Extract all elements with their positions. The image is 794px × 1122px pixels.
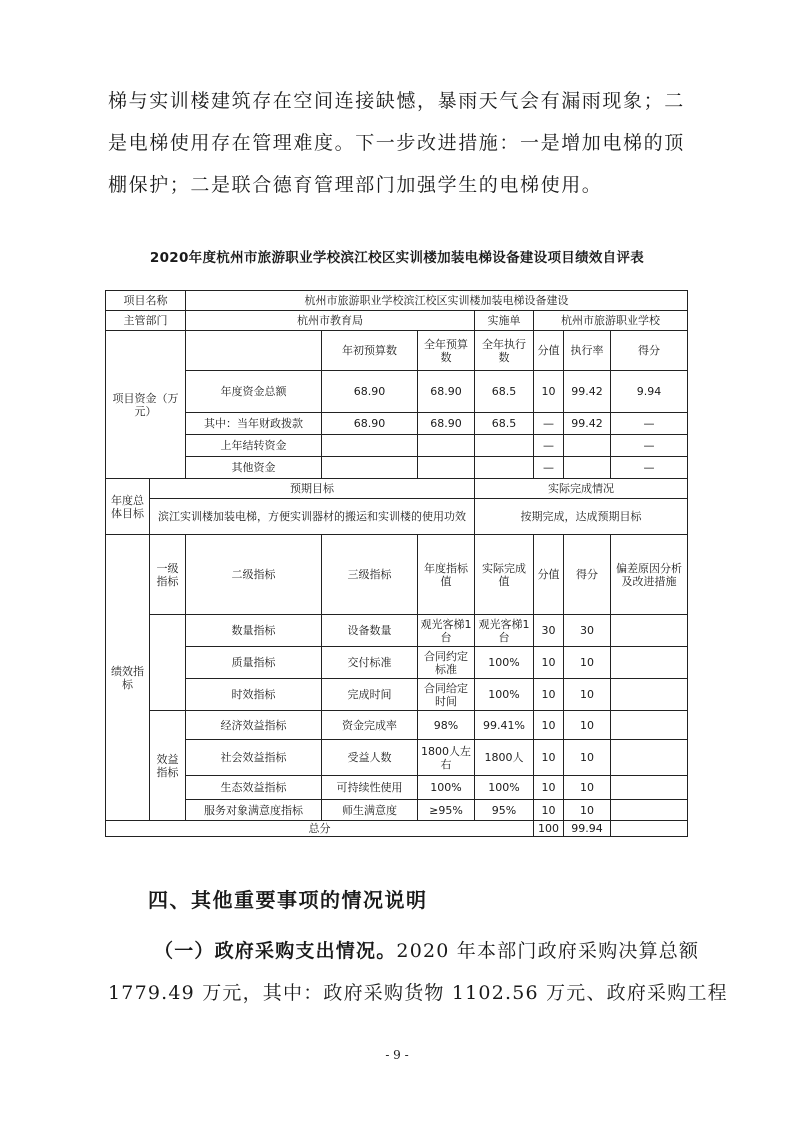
- table-row: [106, 711, 688, 740]
- funds-header-cell: 执行率: [564, 331, 611, 371]
- perf-cell: 资金完成率: [322, 711, 418, 740]
- funds-cell: [322, 457, 418, 479]
- perf-cell: 经济效益指标: [186, 711, 322, 740]
- perf-cell: [611, 711, 688, 740]
- funds-cell: —: [611, 413, 688, 435]
- perf-cell: 99.41%: [475, 711, 534, 740]
- perf-cell: 质量指标: [186, 647, 322, 679]
- project-name-label: 项目名称: [106, 291, 186, 311]
- table-row: [106, 647, 688, 679]
- perf-cell: 10: [564, 711, 611, 740]
- goal-expected-label: 预期目标: [150, 479, 475, 499]
- funds-cell: [475, 457, 534, 479]
- table-row: [106, 535, 688, 615]
- funds-cell: 9.94: [611, 371, 688, 413]
- procurement-paragraph: [108, 930, 728, 1014]
- perf-cell: 受益人数: [322, 740, 418, 776]
- section-4-heading: 四、其他重要事项的情况说明: [148, 888, 428, 912]
- table-row: [106, 776, 688, 800]
- perf-cell: 合同给定时间: [418, 679, 475, 711]
- perf-cell: 10: [564, 647, 611, 679]
- perf-label: 绩效指标: [106, 535, 150, 821]
- perf-cell: 100%: [475, 647, 534, 679]
- perf-cell: 10: [534, 679, 564, 711]
- perf-cell: 生态效益指标: [186, 776, 322, 800]
- table-row: [106, 435, 688, 457]
- goal-label: 年度总体目标: [106, 479, 150, 535]
- funds-cell: [418, 457, 475, 479]
- perf-cell: 10: [534, 776, 564, 800]
- funds-cell: [564, 457, 611, 479]
- perf-cell: [611, 647, 688, 679]
- perf-cell: 100%: [475, 679, 534, 711]
- funds-cell: [418, 435, 475, 457]
- perf-cell: 可持续性使用: [322, 776, 418, 800]
- funds-cell: 68.90: [322, 413, 418, 435]
- total-got: 99.94: [564, 821, 611, 837]
- procurement-line-1-rest: 2020 年本部门政府采购决算总额: [396, 940, 700, 962]
- impl-label: 实施单: [475, 311, 534, 331]
- perf-cell: 合同约定标准: [418, 647, 475, 679]
- funds-cell: 99.42: [564, 371, 611, 413]
- benefit-label: 效益指标: [150, 711, 186, 821]
- perf-cell: 1800人左右: [418, 740, 475, 776]
- funds-row-label: 其他资金: [186, 457, 322, 479]
- perf-cell: 观光客梯1台: [418, 615, 475, 647]
- perf-cell: [611, 615, 688, 647]
- procurement-line-1: [108, 930, 700, 972]
- perf-cell: 观光客梯1台: [475, 615, 534, 647]
- perf-header-cell: 二级指标: [186, 535, 322, 615]
- funds-cell: [475, 435, 534, 457]
- perf-cell: 30: [564, 615, 611, 647]
- project-name: 杭州市旅游职业学校滨江校区实训楼加装电梯设备建设: [186, 291, 688, 311]
- dept-label: 主管部门: [106, 311, 186, 331]
- table-row: [106, 291, 688, 311]
- intro-line-3: 棚保护；二是联合德育管理部门加强学生的电梯使用。: [108, 174, 603, 196]
- perf-header-cell: 年度指标值: [418, 535, 475, 615]
- output-category-blank: [150, 615, 186, 711]
- goal-expected: 滨江实训楼加装电梯，方便实训器材的搬运和实训楼的使用功效: [150, 499, 475, 535]
- funds-row-label: 上年结转资金: [186, 435, 322, 457]
- funds-label: 项目资金（万元）: [106, 331, 186, 479]
- perf-header-cell: 一级指标: [150, 535, 186, 615]
- funds-cell: —: [611, 435, 688, 457]
- perf-cell: 数量指标: [186, 615, 322, 647]
- page-number: - 9 -: [385, 1048, 409, 1062]
- table-row: [106, 740, 688, 776]
- perf-header-cell: 实际完成值: [475, 535, 534, 615]
- intro-line-2: 是电梯使用存在管理难度。下一步改进措施：一是增加电梯的顶: [108, 132, 685, 154]
- perf-cell: ≥95%: [418, 800, 475, 821]
- funds-header-cell: 全年预算数: [418, 331, 475, 371]
- perf-cell: 100%: [418, 776, 475, 800]
- perf-header-cell: 三级指标: [322, 535, 418, 615]
- procurement-title: （一）政府采购支出情况。: [154, 940, 397, 962]
- funds-cell: —: [534, 457, 564, 479]
- funds-cell: 68.5: [475, 371, 534, 413]
- perf-cell: 10: [564, 679, 611, 711]
- funds-cell: [564, 435, 611, 457]
- intro-line-1: 梯与实训楼建筑存在空间连接缺憾，暴雨天气会有漏雨现象；二: [108, 90, 685, 112]
- table-row: [106, 479, 688, 499]
- table-row: [106, 679, 688, 711]
- table-row: [106, 615, 688, 647]
- funds-cell: —: [534, 435, 564, 457]
- total-label: 总分: [106, 821, 534, 837]
- funds-header-blank: [186, 331, 322, 371]
- perf-cell: 100%: [475, 776, 534, 800]
- perf-header-cell: 偏差原因分析及改进措施: [611, 535, 688, 615]
- funds-cell: —: [611, 457, 688, 479]
- funds-cell: 68.90: [418, 371, 475, 413]
- table-row: [106, 499, 688, 535]
- total-score: 100: [534, 821, 564, 837]
- table-row: [106, 821, 688, 837]
- perf-cell: 交付标准: [322, 647, 418, 679]
- intro-paragraph: [108, 80, 690, 206]
- perf-cell: 社会效益指标: [186, 740, 322, 776]
- goal-actual-label: 实际完成情况: [475, 479, 688, 499]
- funds-header-cell: 分值: [534, 331, 564, 371]
- table-row: [106, 311, 688, 331]
- goal-actual: 按期完成，达成预期目标: [475, 499, 688, 535]
- funds-row-label: 年度资金总额: [186, 371, 322, 413]
- funds-cell: 99.42: [564, 413, 611, 435]
- perf-header-cell: 分值: [534, 535, 564, 615]
- table-row: [106, 413, 688, 435]
- perf-cell: 10: [564, 740, 611, 776]
- perf-cell: 10: [534, 740, 564, 776]
- perf-cell: [611, 740, 688, 776]
- perf-cell: 10: [564, 800, 611, 821]
- perf-cell: 10: [534, 800, 564, 821]
- funds-cell: 68.5: [475, 413, 534, 435]
- performance-table: [105, 290, 688, 837]
- funds-header-cell: 全年执行数: [475, 331, 534, 371]
- procurement-line-2: 1779.49 万元，其中：政府采购货物 1102.56 万元、政府采购工程: [108, 982, 728, 1004]
- funds-cell: —: [534, 413, 564, 435]
- perf-cell: 完成时间: [322, 679, 418, 711]
- table-row: [106, 371, 688, 413]
- impl-value: 杭州市旅游职业学校: [534, 311, 688, 331]
- perf-cell: 服务对象满意度指标: [186, 800, 322, 821]
- perf-cell: 30: [534, 615, 564, 647]
- table-row: [106, 457, 688, 479]
- perf-cell: [611, 800, 688, 821]
- perf-header-cell: 得分: [564, 535, 611, 615]
- perf-cell: [611, 679, 688, 711]
- table-row: [106, 800, 688, 821]
- funds-cell: 10: [534, 371, 564, 413]
- perf-cell: 1800人: [475, 740, 534, 776]
- dept-value: 杭州市教育局: [186, 311, 475, 331]
- funds-cell: 68.90: [418, 413, 475, 435]
- total-note: [611, 821, 688, 837]
- funds-header-cell: 年初预算数: [322, 331, 418, 371]
- perf-cell: 98%: [418, 711, 475, 740]
- perf-cell: 95%: [475, 800, 534, 821]
- funds-header-cell: 得分: [611, 331, 688, 371]
- perf-cell: 师生满意度: [322, 800, 418, 821]
- funds-cell: [322, 435, 418, 457]
- table-row: [106, 331, 688, 371]
- perf-cell: 10: [534, 711, 564, 740]
- perf-cell: 10: [534, 647, 564, 679]
- funds-cell: 68.90: [322, 371, 418, 413]
- perf-cell: 时效指标: [186, 679, 322, 711]
- table-title: 2020年度杭州市旅游职业学校滨江校区实训楼加装电梯设备建设项目绩效自评表: [149, 250, 645, 266]
- perf-cell: [611, 776, 688, 800]
- perf-cell: 设备数量: [322, 615, 418, 647]
- funds-row-label: 其中：当年财政拨款: [186, 413, 322, 435]
- perf-cell: 10: [564, 776, 611, 800]
